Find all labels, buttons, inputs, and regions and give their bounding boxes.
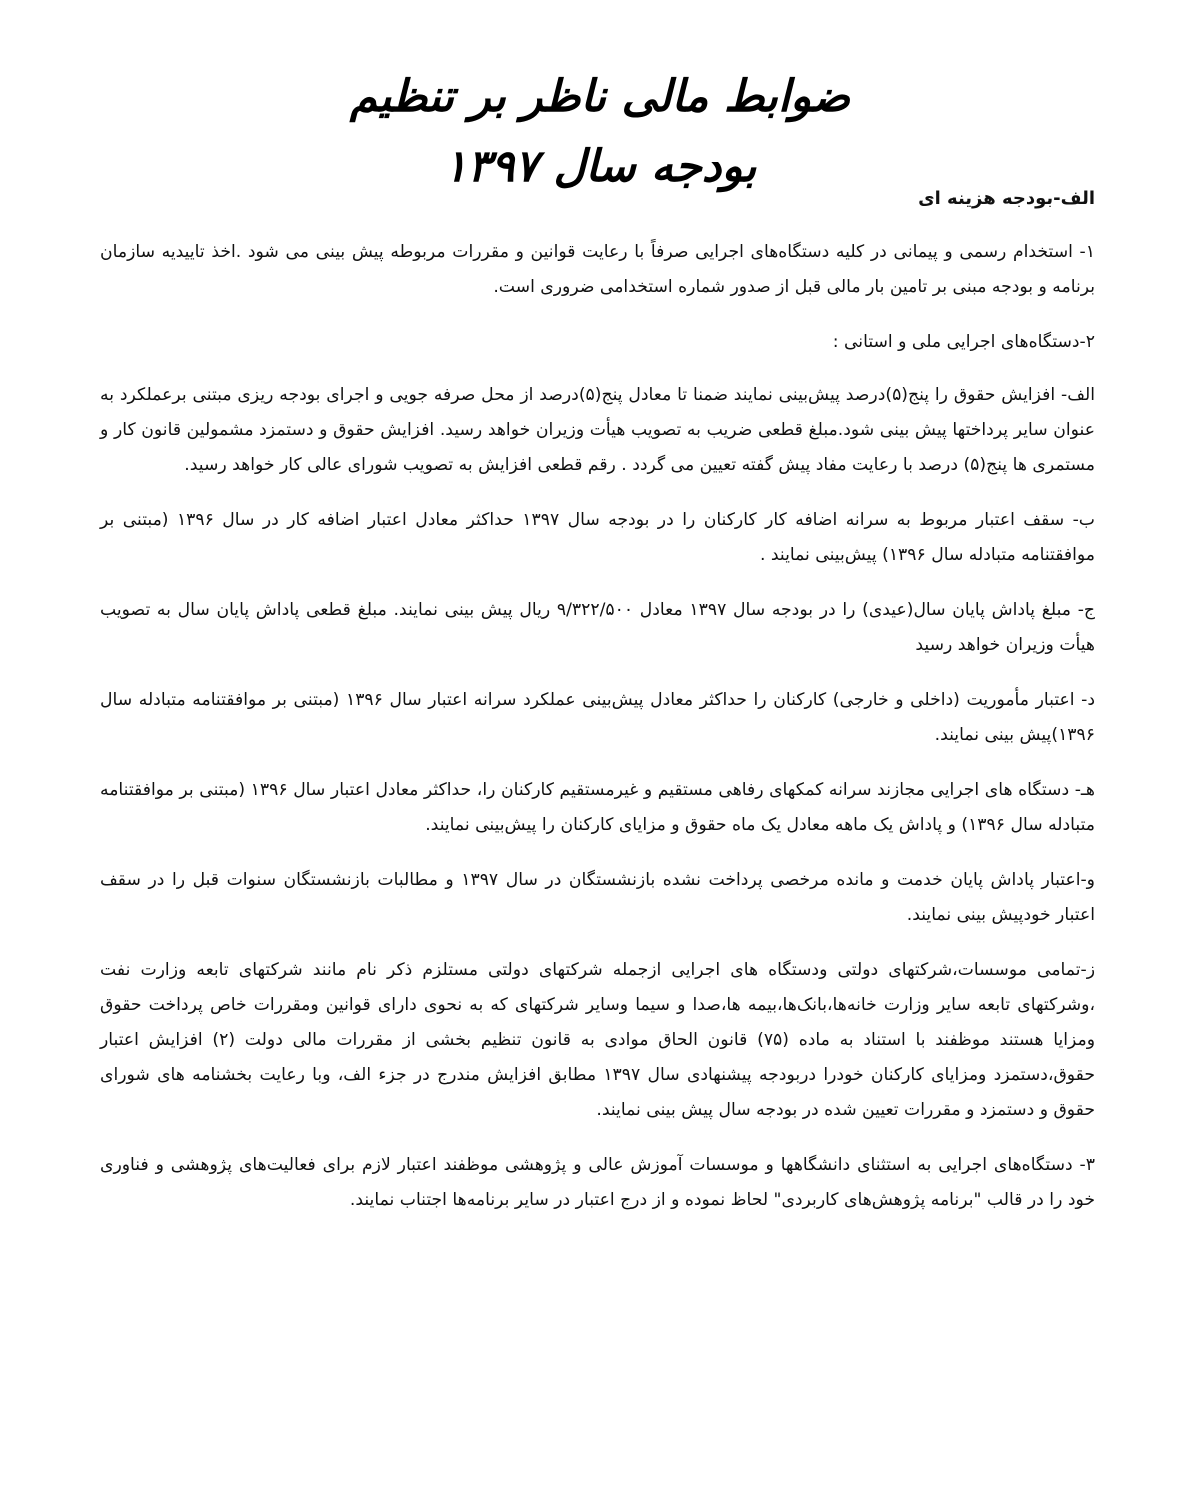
paragraph-item-2-dal: د- اعتبار مأموریت (داخلی و خارجی) کارکنان را حداکثر معادل پیش‌بینی عملکرد سرانه اعتبار سال ۱۳۹۶ (مبتنی بر موافقتنامه متبادله سال ۱۳۹۶)پیش بینی نمایند. [100, 690, 1095, 745]
paragraph-item-2-be: ب- سقف اعتبار مربوط به سرانه اضافه کار کارکنان را در بودجه سال ۱۳۹۷ حداکثر معادل اعتبار اضافه کار در سال ۱۳۹۶ (مبتنی بر موافقتنامه متبادله سال ۱۳۹۶) پیش‌بینی نمایند . [100, 510, 1095, 565]
paragraph-item-2-he: هـ- دستگاه های اجرایی مجازند سرانه کمکهای رفاهی مستقیم و غیرمستقیم کارکنان را، حداکثر معادل اعتبار سال ۱۳۹۶ (مبتنی بر موافقتنامه متبادله سال ۱۳۹۶) و پاداش یک ماهه معادل یک ماه حقوق و مزایای کارکنان را پیش‌بینی نمایند. [100, 780, 1095, 835]
paragraph-item-2-ze: ز-تمامی موسسات،شرکتهای دولتی ودستگاه های اجرایی ازجمله شرکتهای دولتی مستلزم ذکر نام مانند شرکتهای تابعه وزارت نفت ،وشرکتهای تابعه سایر وزارت خانه‌ها،بانک‌ها،بیمه ها،صدا و سیما وسایر شرکتهای که به نحوی دارای قوانین ومقررات خاص پرداخت حقوق ومزایا هستند موظفند با استناد به ماده (۷۵) قانون الحاق موادی به قانون تنظیم بخشی از مقررات مالی دولت (۲) افزایش اعتبار حقوق،دستمزد ومزایای کارکنان خودرا دربودجه پیشنهادی سال ۱۳۹۷ مطابق افزایش مندرج در جزء الف، وبا رعایت بخشنامه های شورای حقوق و دستمزد و مقررات تعیین شده در بودجه سال پیش بینی نمایند. [100, 960, 1095, 1120]
paragraph-item-2-jim: ج- مبلغ پاداش پایان سال(عیدی) را در بودجه سال ۱۳۹۷ معادل ۹/۳۲۲/۵۰۰ ریال پیش بینی نمایند. مبلغ قطعی پاداش پایان سال به تصویب هیأت وزیران خواهد رسید [100, 600, 1095, 655]
paragraph-item-2-vav: و-اعتبار پاداش پایان خدمت و مانده مرخصی پرداخت نشده بازنشستگان در سال ۱۳۹۷ و مطالبات بازنشستگان سنوات قبل را در سقف اعتبار خودپیش بینی نمایند. [100, 870, 1095, 925]
section-heading: الف-بودجه هزینه ای [918, 188, 1095, 209]
document-title: ضوابط مالی ناظر بر تنظیم بودجه سال ۱۳۹۷ [349, 71, 851, 192]
paragraph-item-1: ۱- استخدام رسمی و پیمانی در کلیه دستگاه‌های اجرایی صرفاً با رعایت قوانین و مقررات مربوطه پیش بینی می شود .اخذ تاییدیه سازمان برنامه و بودجه مبنی بر تامین بار مالی قبل از صدور شماره استخدامی ضروری است. [100, 242, 1095, 297]
document-body [100, 185, 1095, 1238]
paragraph-item-2-heading: ۲-دستگاه‌های اجرایی ملی و استانی : [832, 332, 1095, 352]
paragraph-item-2-alef: الف- افزایش حقوق را پنج(۵)درصد پیش‌بینی نمایند ضمنا تا معادل پنج(۵)درصد از محل صرفه جویی و اجرای بودجه ریزی مبتنی برعملکرد به عنوان سایر پرداختها پیش بینی شود.مبلغ قطعی ضریب به تصویب هیأت وزیران خواهد رسید. افزایش حقوق و دستمزد مشمولین قانون کار و مستمری ها پنج(۵) درصد با رعایت مفاد پیش گفته تعیین می گردد . رقم قطعی افزایش به تصویب شورای عالی کار خواهد رسید. [100, 385, 1096, 475]
paragraph-item-3: ۳- دستگاه‌های اجرایی به استثنای دانشگاهها و موسسات آموزش عالی و پژوهشی موظفند اعتبار لازم برای فعالیت‌های پژوهشی و فناوری خود را در قالب "برنامه پژوهش‌های کاربردی" لحاظ نموده و از درج اعتبار در سایر برنامه‌ها اجتناب نمایند. [100, 1155, 1095, 1210]
